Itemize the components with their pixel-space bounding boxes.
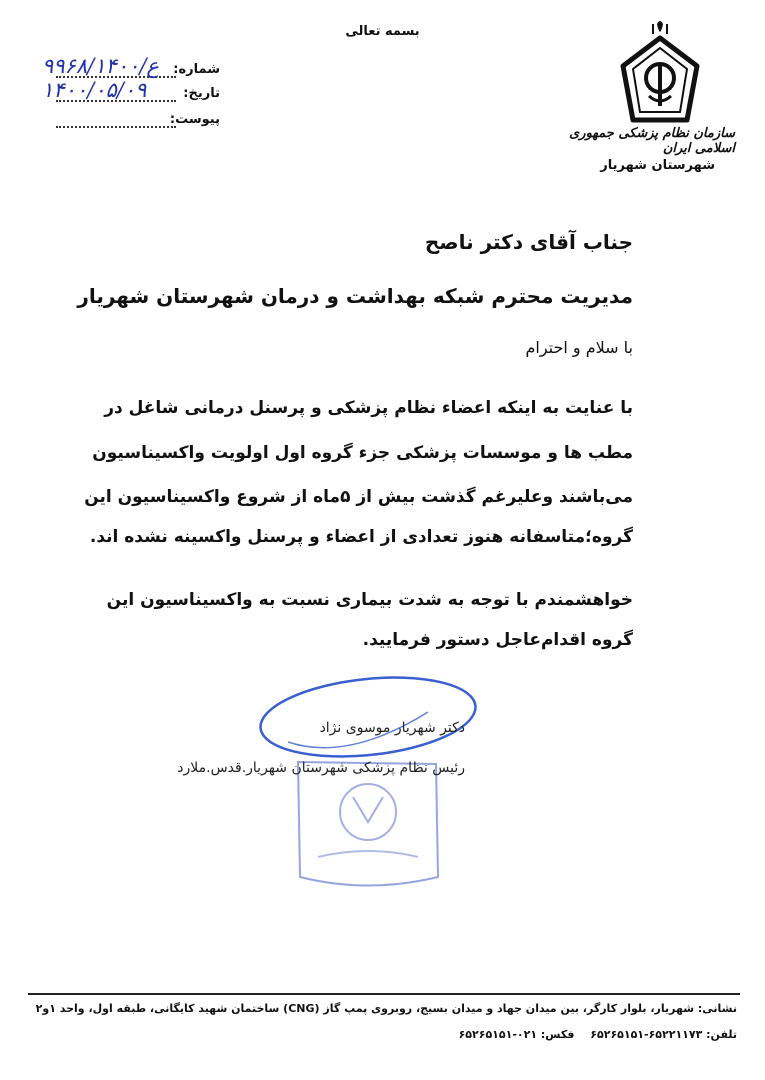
paragraph-1-line-1: با عنایت به اینکه اعضاء نظام پزشکی و پرسنل درمانی شاغل در (104, 398, 633, 418)
footer-divider (28, 993, 740, 995)
footer-contact (459, 1028, 737, 1041)
reference-block (40, 50, 220, 135)
fax-number: ۰۲۱-۶۵۲۶۵۱۵۱ (458, 1028, 538, 1041)
phone-number: ۶۵۲۲۱۱۷۳-۶۵۲۶۵۱۵۱ (590, 1028, 703, 1041)
number-label: شماره: (173, 62, 220, 77)
greeting: با سلام و احترام (525, 338, 633, 357)
salutation: جناب آقای دکتر ناصح (424, 230, 633, 254)
signer-title: رئیس نظام پزشکی شهرستان شهریار.قدس.ملارد (177, 760, 465, 776)
fax-label: فکس: (540, 1028, 575, 1041)
date-label: تاریخ: (183, 86, 220, 101)
paragraph-1-line-3: می‌باشند وعلیرغم گذشت بیش از ۵ماه از شروع واکسیناسیون این (84, 487, 633, 507)
paragraph-1-line-2: مطب ها و موسسات پزشکی جزء گروه اول اولویت واکسیناسیون (92, 443, 633, 463)
phone-label: تلفن: (706, 1028, 737, 1041)
paragraph-2-line-2: گروه اقدام‌عاجل دستور فرمایید. (362, 630, 633, 650)
organization-name: سازمان نظام پزشکی جمهوری اسلامی ایران (569, 126, 735, 156)
footer-address: نشانی: شهریار، بلوار کارگر، بین میدان جهاد و میدان بسیج، روبروی پمپ گاز (CNG) ساختمان شهید کایگانی، طبقه اول، واحد ۱و۲ (35, 1002, 737, 1015)
signer-name: دکتر شهریار موسوی نژاد (319, 720, 465, 736)
paragraph-2-line-1: خواهشمندم با توجه به شدت بیماری نسبت به واکسیناسیون این (106, 590, 633, 610)
organization-logo-block (565, 18, 735, 178)
reference-attachment-row (40, 112, 220, 134)
official-stamp-icon (258, 672, 498, 902)
medical-council-logo-icon (605, 18, 715, 138)
organization-city: شهرستان شهریار (600, 158, 715, 173)
date-value: ۱۴۰۰/۰۵/۰۹ (42, 78, 147, 102)
recipient: مدیریت محترم شبکه بهداشت و درمان شهرستان شهریار (77, 284, 633, 308)
number-value: ۹۹۶۸/ع/۱۴۰۰ (42, 54, 159, 78)
attachment-label: پیوست: (169, 112, 220, 127)
reference-date-row (40, 78, 220, 108)
paragraph-1-line-4: گروه؛متاسفانه هنوز تعدادی از اعضاء و پرسنل واکسینه نشده اند. (89, 527, 633, 547)
bismillah-heading: بسمه تعالی (345, 24, 420, 39)
